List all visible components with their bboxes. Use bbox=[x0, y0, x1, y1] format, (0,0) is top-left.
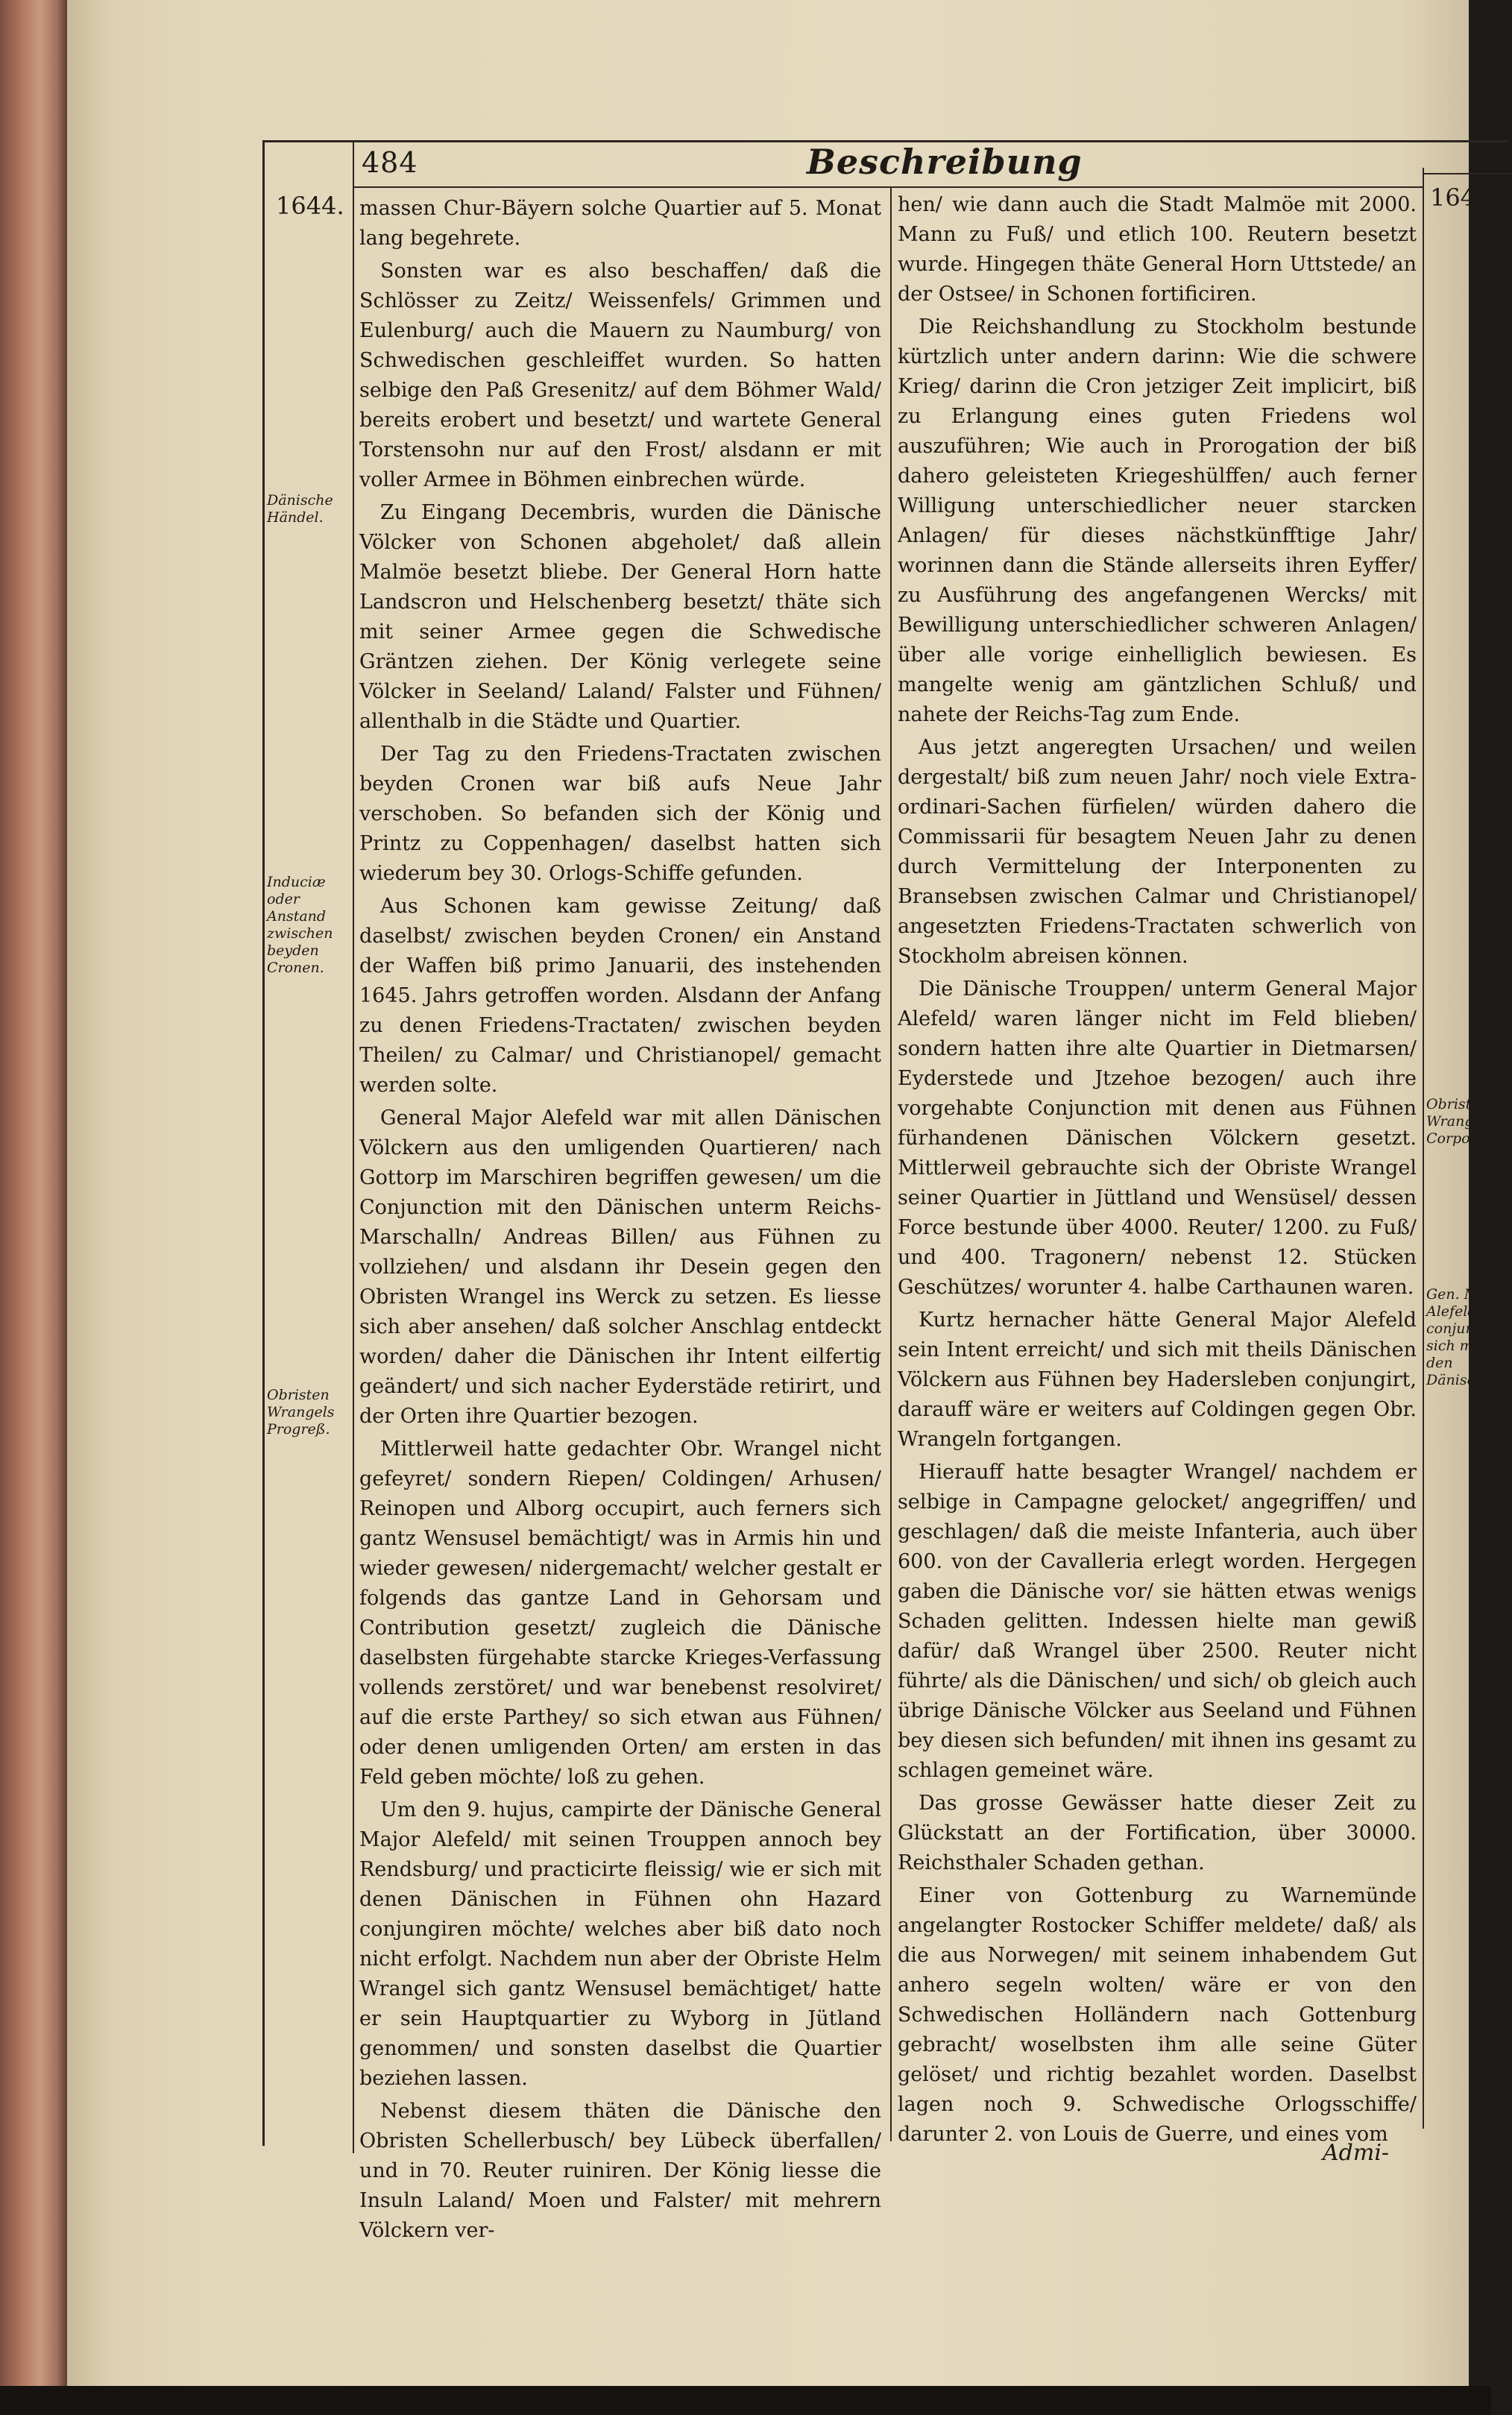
paragraph: Zu Eingang Decembris, wurden die Dänische Völcker von Schonen abgeholet/ daß allein Malmöe besetzt bliebe. Der General Horn hatte Landscron und Helschenberg besetzt/ thäte sich mit seiner Armee gegen die Schwedische Gräntzen ziehen. Der König verlegete seine Völcker in Seeland/ Laland/ Falster und Fühnen/ allenthalb in die Städte und Quartier. bbox=[359, 501, 881, 733]
text-column-right bbox=[898, 190, 1417, 2151]
frame-right-rule bbox=[1423, 168, 1424, 2129]
column-divider bbox=[890, 188, 892, 2141]
margin-note-right-1: Obristen Wrangels Corpo. bbox=[1426, 1096, 1494, 1147]
page-number: 484 bbox=[362, 146, 418, 179]
paragraph: Um den 9. hujus, campirte der Dänische General Major Alefeld/ mit seinen Trouppen annoch bey Rendsburg/ und practicirte fleissig/ wie er sich mit denen Dänischen in Fühnen ohn Hazard conjungiren möchte/ welches aber biß dato noch nicht erfolgt. Nachdem nun aber der Obriste Helm Wrangel sich gantz Wensusel bemächtiget/ hatte er sein Hauptquartier zu Wyborg in Jütland genommen/ und sonsten daselbst die Quartier beziehen lassen. bbox=[359, 1798, 881, 2090]
margin-note-left-1: Dänische Händel. bbox=[267, 492, 333, 526]
paragraph: Einer von Gottenburg zu Warnemünde angelangter Rostocker Schiffer meldete/ daß/ als die aus Norwegen/ mit seinem inhabendem Gut anhero segeln wolten/ wäre er von den Schwedischen Holländern nach Gottenburg gebracht/ woselbsten ihm alle seine Güter gelöset/ und richtig bezahlet worden. Daselbst lagen noch 9. Schwedische Orlogsschiffe/ darunter 2. von Louis de Guerre, und eines vom bbox=[898, 1884, 1417, 2146]
paragraph: Die Dänische Trouppen/ unterm General Major Alefeld/ waren länger nicht im Feld blieben/ sondern hatten ihre alte Quartier in Dietmarsen/ Eyderstede und Jtzehoe bezogen/ auch ihre vorgehabte Conjunction mit denen aus Fühnen fürhandenen Dänischen Völckern gesetzt. Mittlerweil gebrauchte sich der Obriste Wrangel seiner Quartier in Jüttland und Wensüsel/ dessen Force bestunde über 4000. Reuter/ 1200. zu Fuß/ und 400. Tragonern/ nebenst 12. Stücken Geschützes/ worunter 4. halbe Carthaunen waren. bbox=[898, 977, 1417, 1299]
paragraph: General Major Alefeld war mit allen Dänischen Völckern aus den umligenden Quartieren/ nach Gottorp im Marschiren begriffen gewesen/ um die Conjunction mit den Dänischen unterm Reichs-Marschalln/ Andreas Billen/ aus Fühnen zu vollziehen/ und alsdann ihr Desein gegen den Obristen Wrangel ins Werck zu setzen. Es liesse sich aber ansehen/ daß solcher Anschlag entdeckt worden/ daher die Dänischen ihr Intent eilfertig geändert/ und sich nacher Eyderstäde retirirt, und der Orten ihre Quartier bezogen. bbox=[359, 1106, 881, 1428]
paragraph: Aus Schonen kam gewisse Zeitung/ daß daselbst/ zwischen beyden Cronen/ ein Anstand der Waffen biß primo Januarii, des instehenden 1645. Jahrs getroffen worden. Alsdann der Anfang zu denen Friedens-Tractaten/ zwischen beyden Theilen/ zu Calmar/ und Christianopel/ gemacht werden solte. bbox=[359, 895, 881, 1097]
book-page bbox=[67, 0, 1509, 2386]
catchword: Admi- bbox=[1323, 2140, 1390, 2166]
paragraph: hen/ wie dann auch die Stadt Malmöe mit 2000. Mann zu Fuß/ und etlich 100. Reutern besetzt wurde. Hingegen thäte General Horn Uttstede/ an der Ostsee/ in Schonen fortificiren. bbox=[898, 193, 1417, 306]
running-title: Beschreibung bbox=[807, 142, 1083, 182]
paragraph: Sonsten war es also beschaffen/ daß die Schlösser zu Zeitz/ Weissenfels/ Grimmen und Eulenburg/ auch die Mauern zu Naumburg/ von Schwedischen geschleiffet wurden. So hatten selbige den Paß Gresenitz/ auf dem Böhmer Wald/ bereits erobert und besetzt/ und wartete General Torstensohn nur auf den Frost/ alsdann er mit voller Armee in Böhmen einbrechen würde. bbox=[359, 259, 881, 491]
paragraph: Mittlerweil hatte gedachter Obr. Wrangel nicht gefeyret/ sondern Riepen/ Coldingen/ Arhusen/ Reinopen und Alborg occupirt, auch ferners sich gantz Wensusel bemächtigt/ was in Armis hin und wieder gewesen/ nidergemacht/ welcher gestalt er folgends das gantze Land in Gehorsam und Contribution gesetzt/ zugleich die Dänische daselbsten fürgehabte starcke Krieges-Verfassung vollends zerstöret/ und war benebenst resolviret/ auf die erste Parthey/ so sich etwan aus Fühnen/ oder denen umligenden Orten/ am ersten in das Feld geben möchte/ loß zu gehen. bbox=[359, 1438, 881, 1789]
book-spine bbox=[0, 0, 67, 2415]
frame-left-rule bbox=[262, 140, 265, 2146]
header-rule bbox=[353, 186, 1423, 188]
year-margin-right: 1644. bbox=[1430, 183, 1499, 212]
paragraph: Das grosse Gewässer hatte dieser Zeit zu Glückstatt an der Fortification, über 30000. Reichsthaler Schaden gethan. bbox=[898, 1792, 1417, 1874]
margin-note-right-2: Gen. Major Alefeld conjungiret sich mit den Dänischen. bbox=[1426, 1286, 1509, 1388]
text-column-left bbox=[359, 194, 881, 2247]
year-margin-left: 1644. bbox=[276, 192, 344, 220]
margin-note-left-2: Induciæ oder Anstand zwischen beyden Cronen. bbox=[267, 874, 333, 976]
margin-note-left-3: Obristen Wrangels Progreß. bbox=[267, 1387, 335, 1438]
margin-column-rule bbox=[353, 140, 354, 2153]
paragraph: Kurtz hernacher hätte General Major Alefeld sein Intent erreicht/ und sich mit theils Dänischen Völckern aus Fühnen bey Hadersleben conjungirt, darauff wäre er weiters auf Coldingen gegen Obr. Wrangeln fortgangen. bbox=[898, 1309, 1417, 1451]
paragraph: Die Reichshandlung zu Stockholm bestunde kürtzlich unter andern darinn: Wie die schwere Krieg/ darinn die Cron jetziger Zeit implicirt, biß zu Erlangung eines guten Friedens wol auszuführen; Wie auch in Prorogation der biß dahero geleisteten Kriegeshülffen/ auch ferner Willigung unterschiedlicher neuer starcken Anlagen/ für dieses nächstkünfftige Jahr/ worinnen dann die Stände allerseits ihren Eyffer/ zu Ausführung des angefangenen Wercks/ mit Bewilligung unterschiedlicher schweren Anlagen/ über alle vorige einhelliglich bewiesen. Es mangelte wenig am gäntzlichen Schluß/ und nahete der Reichs-Tag zum Ende. bbox=[898, 315, 1417, 726]
paragraph: massen Chur-Bäyern solche Quartier auf 5. Monat lang begehrete. bbox=[359, 197, 881, 250]
paragraph: Hierauff hatte besagter Wrangel/ nachdem er selbige in Campagne gelocket/ angegriffen/ und geschlagen/ daß die meiste Infanteria, auch über 600. von der Cavalleria erlegt worden. Hergegen gaben die Dänische vor/ sie hätten etwas wenigs Schaden gelitten. Indessen hielte man gewiß dafür/ daß Wrangel über 2500. Reuter nicht führte/ als die Dänischen/ und sich/ ob gleich auch übrige Dänische Völcker aus Seeland und Fühnen bey diesen sich befunden/ mit ihnen ins gesamt zu schlagen gemeinet wäre. bbox=[898, 1461, 1417, 1782]
paragraph: Der Tag zu den Friedens-Tractaten zwischen beyden Cronen war biß aufs Neue Jahr verschoben. So befanden sich der König und Printz zu Coppenhagen/ daselbst hatten sich wiederum bey 30. Orlogs-Schiffe gefunden. bbox=[359, 743, 881, 885]
header-rule-right bbox=[1423, 173, 1512, 174]
paragraph: Nebenst diesem thäten die Dänische den Obristen Schellerbusch/ bey Lübeck überfallen/ und in 70. Reuter ruiniren. Der König liesse die Insuln Laland/ Moen und Falster/ mit mehrern Völckern ver- bbox=[359, 2100, 881, 2242]
scan-bottom-edge bbox=[0, 2386, 1491, 2415]
paragraph: Aus jetzt angeregten Ursachen/ und weilen dergestalt/ biß zum neuen Jahr/ noch viele Extra-ordinari-Sachen fürfielen/ würden dahero die Commissarii für besagtem Neuen Jahr zu denen durch Vermittelung der Interponenten zu Bransebsen zwischen Calmar und Christianopel/ angesetzten Friedens-Tractaten schwerlich von Stockholm abreisen können. bbox=[898, 736, 1417, 968]
